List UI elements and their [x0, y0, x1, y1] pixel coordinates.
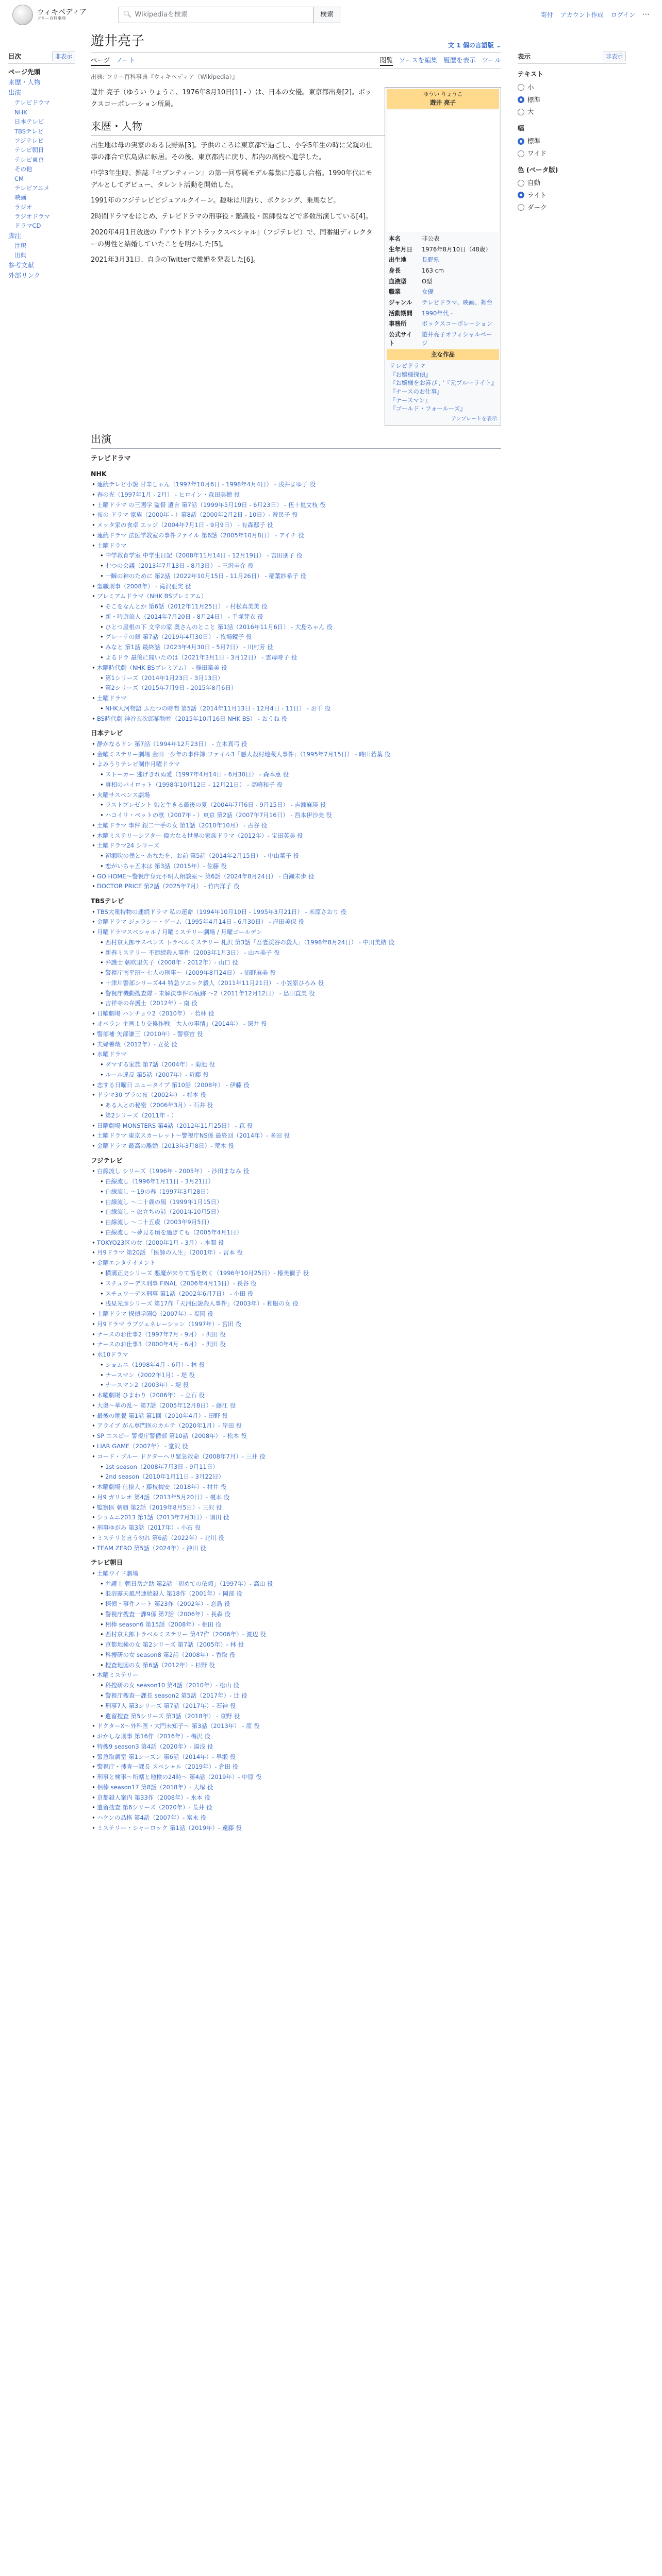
- work-item[interactable]: • 春の光（1997年1月 - 2月） - ヒロイン・森田美穂 役: [91, 490, 501, 500]
- logo-title: ウィキペディア: [37, 8, 87, 16]
- work-item[interactable]: • ミステリと言う勿れ 第6話（2022年）- 北川 役: [91, 1533, 501, 1544]
- infobox-value: 1976年8月10日（48歳）: [422, 245, 491, 253]
- infobox-value[interactable]: 女優: [422, 288, 434, 296]
- search-button[interactable]: 検索: [314, 7, 340, 23]
- globe-icon: [12, 5, 33, 25]
- infobox-value: O型: [422, 277, 433, 285]
- toc-item[interactable]: ドラマCD: [14, 222, 41, 230]
- color-light-option[interactable]: ライト: [518, 189, 626, 201]
- infobox-key: 血液型: [389, 277, 407, 285]
- work-item[interactable]: • 警視庁・捜査一課長 スペシャル（2019年）- 倉田 役: [91, 1762, 501, 1772]
- toc-item[interactable]: 映画: [14, 194, 26, 201]
- work-item[interactable]: • メッタ家の食卓 エッジ（2004年7月1日 - 9月9日） - 有森邸子 役: [91, 520, 501, 531]
- radio-icon: [518, 180, 524, 187]
- work-item[interactable]: • SP エスピー 警視庁警備部 第10話（2008年） - 松本 役: [91, 1431, 501, 1442]
- channel-heading: フジテレビ: [91, 1156, 123, 1164]
- work-item[interactable]: • 土曜ドラマ の三國学 監督 遺言 第7話（1999年5月19日 - 6月23日） - 伍十嵐文枝 役: [91, 500, 501, 511]
- work-item[interactable]: • 静かなるドン 第7話（1994年12月23日） - 立木真弓 役: [91, 739, 501, 750]
- tab-tools[interactable]: ツール: [482, 56, 501, 64]
- infobox-work[interactable]: 『ナースマン』: [390, 396, 431, 404]
- toc-item[interactable]: 来歴・人物: [8, 78, 41, 87]
- work-item[interactable]: • 第2シリーズ（2011年 - ）: [91, 1111, 501, 1121]
- heading-tv-drama: テレビドラマ: [91, 455, 131, 463]
- work-item[interactable]: • 白線流し 〜夢見る頃を過ぎても（2005年4月1日）: [91, 1228, 501, 1238]
- work-item[interactable]: • 科捜研の女 season10 第4話（2010年）- 松山 役: [91, 1681, 501, 1691]
- work-item[interactable]: • 遺留捜査 第5シリーズ 第3話（2018年） - 京野 役: [91, 1711, 501, 1722]
- works-group[interactable]: • 木曜ミステリー: [91, 1670, 501, 1681]
- work-item[interactable]: • 十津川警部シリーズ44 特急ソニック殺人（2011年11月21日） - 小笠原ひろみ 役: [91, 978, 501, 989]
- work-item[interactable]: • 木曜劇場 仕掛人・藤枝梅安（2018年）- 村井 役: [91, 1482, 501, 1493]
- channel-heading: NHK: [91, 469, 107, 478]
- work-item[interactable]: • 刑事と検事〜所轄と地検の24時〜 第4話（2019年）- 中原 役: [91, 1772, 501, 1783]
- infobox-value[interactable]: テレビドラマ、映画、舞台: [422, 298, 493, 306]
- work-item[interactable]: • 刑事ゆがみ 第3話（2017年）- 小石 役: [91, 1523, 501, 1533]
- infobox-row: [387, 255, 499, 265]
- infobox-key: 活動期間: [389, 309, 412, 317]
- work-item[interactable]: • 恋する日曜日 ニュータイプ 第10話（2008年） - 伊藤 役: [91, 1080, 501, 1091]
- template-link[interactable]: テンプレートを表示: [451, 416, 497, 422]
- work-item[interactable]: • 月9ドラマ ラブジェネレーション（1997年）- 宮田 役: [91, 1319, 501, 1330]
- work-item[interactable]: • ドクターX〜外科医・大門未知子〜 第3話（2013年） - 原 役: [91, 1721, 501, 1732]
- bio-paragraph: 2020年4月1日放送の『アウトドアトラックスペシャル』（フジテレビ）で、同番組ディレクターの男性と結婚していたことを明かした[5]。: [91, 228, 373, 248]
- channel-heading: 日本テレビ: [91, 729, 123, 737]
- toc-item[interactable]: 出演: [8, 89, 22, 97]
- works-group[interactable]: • 土曜ドラマ24 シリーズ: [91, 841, 501, 851]
- infobox-row: [387, 244, 499, 255]
- work-item[interactable]: • そこをなんとか 第6話（2012年11月25日） - 村松真美美 役: [91, 602, 501, 612]
- work-item[interactable]: • 中学教育学室 中学生日記（2008年11月14日 - 12月19日） - 吉田朋子 役: [91, 551, 501, 561]
- infobox-table: [387, 233, 499, 348]
- work-item[interactable]: • 警視庁南平班〜七人の刑事〜（2009年8月24日） - 浦野麻美 役: [91, 968, 501, 978]
- work-item[interactable]: • 木曜劇場 ひまわり（2006年） - 立石 役: [91, 1391, 501, 1401]
- work-item[interactable]: • 白線流し 〜旅立ちの詩（2001年10月5日）: [91, 1207, 501, 1217]
- toc-item[interactable]: 出典: [14, 251, 26, 259]
- work-item[interactable]: • 白線流し 〜19の春（1997年3月28日）: [91, 1187, 501, 1197]
- works-group[interactable]: • 土曜ドラマ: [91, 541, 501, 551]
- infobox-row: [387, 308, 499, 319]
- toc-item[interactable]: テレビアニメ: [14, 184, 50, 192]
- work-item[interactable]: • みなと 第1話 最終話（2023年4月30日 - 5月7日） - 川村芳 役: [91, 642, 501, 653]
- infobox-value[interactable]: 長野県: [422, 256, 440, 264]
- work-item[interactable]: • 金曜ドラマ ジェラシー・ゲーム（1995年4月14日 - 6月30日） - 岸田美保 役: [91, 917, 501, 927]
- work-item[interactable]: • 弁護士 朝吹里矢子（2008年 - 2012年）- 山口 役: [91, 958, 501, 968]
- work-item[interactable]: • GO HOME〜警視庁身元不明人相談室〜 第6話（2024年8月24日） - 白瀬未歩 役: [91, 872, 501, 882]
- work-item[interactable]: • ドラマ30 ブラの夜（2002年） - 杉本 役: [91, 1090, 501, 1100]
- work-item[interactable]: • ある人との秘密（2006年3月）- 石井 役: [91, 1100, 501, 1111]
- text-standard-option[interactable]: 標準: [518, 94, 626, 106]
- work-item[interactable]: • 金曜ミステリー劇場 金田一少年の事件簿 ファイル3「悪人殺村地蔵人事件」（1995年7月15日） - 時田若葉 役: [91, 750, 501, 760]
- radio-icon: [518, 109, 524, 115]
- works-group[interactable]: • プレミアムドラマ（NHK BSプレミアム）: [91, 591, 501, 602]
- search-form: [119, 7, 340, 23]
- toc-item[interactable]: テレビ東京: [14, 156, 44, 163]
- infobox-value[interactable]: 遊井亮子オフィシャルページ: [422, 330, 492, 347]
- work-item[interactable]: • グレーテの館 第7話（2019年4月30日） - 牧場鏡子 役: [91, 632, 501, 642]
- site-header: [0, 0, 662, 30]
- work-item[interactable]: • 監察医 朝顔 第2話（2019年8月5日）- 三沢 役: [91, 1503, 501, 1513]
- toc-item[interactable]: 注釈: [14, 242, 26, 249]
- work-item[interactable]: • 相棒 season6 第15話（2008年）- 相田 役: [91, 1620, 501, 1630]
- channel-heading: TBSテレビ: [91, 897, 124, 905]
- work-item[interactable]: • TBS大衆特物の連続ドラマ 私の運命（1994年10月10日 - 1995年3月21日） - 米原さおり 役: [91, 907, 501, 918]
- lead-paragraph: 遊井 亮子（ゆうい りょうこ、1976年8月10日[1] - ）は、日本の女優。東京都出身[2]。ボックスコーポレーション所属。: [91, 88, 372, 108]
- infobox-key: 職業: [389, 288, 401, 296]
- work-item[interactable]: • TOKYO23区の女（2000年1月 - 3月）- 本間 役: [91, 1238, 501, 1248]
- work-item[interactable]: • 初瀬吹の僕と〜あなたを、お前 第5話（2014年2月15日） - 中山菜子 役: [91, 851, 501, 861]
- donate-link[interactable]: 寄付: [540, 11, 553, 19]
- text-size-label: テキスト: [518, 70, 543, 78]
- radio-selected-icon: [518, 192, 524, 198]
- radio-icon: [518, 84, 524, 91]
- bio-paragraph: 中学3年生時、雑誌『セブンティーン』の第一回専属モデル募集に応募し合格。1990年代にモデルとしてデビュー、タレント活動を開始した。: [91, 169, 372, 189]
- radio-icon: [518, 150, 524, 157]
- toc-item[interactable]: テレビドラマ: [14, 99, 50, 107]
- toc-item[interactable]: その他: [14, 165, 32, 173]
- bio-paragraph: 2時間ドラマをはじめ、テレビドラマの刑事役・鑑識役・医師役などで多数出演している[4]。: [91, 213, 372, 221]
- infobox-work[interactable]: 『お嬢様をお喜び', '『元ブルーライト』: [390, 379, 498, 387]
- work-item[interactable]: • 警部補 矢部謙三（2010年）- 警察官 役: [91, 1029, 501, 1040]
- work-item[interactable]: • 白線流し 〜二十歳の風（1999年1月15日）: [91, 1197, 501, 1208]
- more-options-icon[interactable]: ⋯: [642, 10, 650, 19]
- work-item[interactable]: • ナースマン2（2003年）- 堤 役: [91, 1380, 501, 1391]
- work-item[interactable]: • 土曜ドラマ 事件 銀二十手の女 第1話（2010年10月） - 古谷 役: [91, 821, 501, 831]
- work-item[interactable]: • 混浴露天風呂連続殺人 第18作（2001年）- 岡部 役: [91, 1589, 501, 1599]
- channel-heading: テレビ朝日: [91, 1558, 123, 1567]
- works-group[interactable]: • 金曜エンタテイメント: [91, 1258, 501, 1268]
- text-large-option[interactable]: 大: [518, 106, 626, 118]
- works-group[interactable]: • 土曜ドラマ: [91, 693, 501, 704]
- search-input[interactable]: [119, 7, 314, 23]
- work-item[interactable]: • 真相のパイロット（1998年10月12日 - 12月21日） - 高崎和子 役: [91, 780, 501, 790]
- works-list: [91, 1569, 501, 1834]
- work-item[interactable]: • ハコイリ・ペットの歌（2007年 - ）東京 第2話（2007年7月16日） - 西本伊沙美 役: [91, 810, 501, 821]
- width-standard-option[interactable]: 標準: [518, 135, 626, 147]
- toc-list: [8, 67, 75, 280]
- work-item[interactable]: • ハケンの品格 第4話（2007年）- 富永 役: [91, 1813, 501, 1823]
- works-list: [91, 480, 501, 724]
- works-group[interactable]: • 火曜サスペンス劇場: [91, 790, 501, 801]
- work-item[interactable]: • 浅見光彦シリーズ 第17作「天河伝説殺人事件」（2003年）- 和服の女 役: [91, 1299, 501, 1309]
- work-item[interactable]: • ストーカー 逃げきれぬ愛（1997年4月14日 - 6月30日） - 森本恵 役: [91, 770, 501, 780]
- work-item[interactable]: • 1st season（2008年7月3日 - 9月11日）: [91, 1462, 501, 1472]
- work-item[interactable]: • TEAM ZERO 第5話（2024年）- 沖田 役: [91, 1544, 501, 1554]
- infobox-row: [387, 329, 499, 348]
- work-item[interactable]: • ショムニ2013 第1話（2013年7月3日）- 須田 役: [91, 1513, 501, 1523]
- work-item[interactable]: • 警視庁機動捜査隊 - 未解決事件の痕跡 ～2（2011年12月12日） - 島田直美 役: [91, 989, 501, 999]
- infobox-key: 身長: [389, 266, 401, 274]
- work-item[interactable]: • NHK大河物語 ふたつの時間 第5話（2014年11月13日 - 12月4日 - 11日） - お千 役: [91, 704, 501, 714]
- infobox-value[interactable]: 1990年代 -: [422, 309, 453, 317]
- work-item[interactable]: • 特捜9 season3 第4話（2020年）- 湯浅 役: [91, 1742, 501, 1752]
- infobox-row: [387, 297, 499, 308]
- works-group[interactable]: • よみうりテレビ制作月曜ドラマ: [91, 759, 501, 770]
- page-tabs: [91, 55, 501, 69]
- infobox-row: [387, 265, 499, 276]
- search-icon: 🔍︎: [123, 10, 132, 19]
- heading-bio: 来歴・人物: [91, 118, 501, 136]
- user-links: [541, 9, 650, 21]
- language-button[interactable]: 文︎ 1 個の言語版 ⌄: [448, 42, 501, 49]
- work-item[interactable]: • 七つの会議（2013年7月13日 - 8月3日） - 三沢圭介 役: [91, 561, 501, 571]
- text-small-option[interactable]: 小: [518, 81, 626, 94]
- toc-item[interactable]: 参考文献: [8, 261, 35, 269]
- toc-item[interactable]: 日本テレビ: [14, 118, 44, 126]
- work-item[interactable]: • 第2シリーズ（2015年7月9日 - 2015年8月6日）: [91, 683, 501, 693]
- infobox-row: [387, 233, 499, 244]
- color-auto-option[interactable]: 自動: [518, 177, 626, 189]
- work-item[interactable]: • 連続テレビ小説 甘辛しゃん（1997年10月6日 - 1998年4月4日） - 浅井まゆ子 役: [91, 480, 501, 490]
- work-item[interactable]: • 京都殺人案内 第33作（2008年）- 水本 役: [91, 1793, 501, 1803]
- work-item[interactable]: • 捜査地図の女 第6話（2012年）- 杉野 役: [91, 1660, 501, 1671]
- works-group[interactable]: • 水10ドラマ: [91, 1350, 501, 1360]
- work-item[interactable]: • 月9 ガリレオ 第4話（2013年5月20日）- 榎本 役: [91, 1493, 501, 1503]
- works-group[interactable]: • 土曜ワイド劇場: [91, 1569, 501, 1579]
- work-item[interactable]: • ダマする家族 第7話（2004年）- 菊池 役: [91, 1060, 501, 1070]
- infobox-row: [387, 276, 499, 287]
- infobox-key: 公式サイト: [389, 330, 412, 347]
- infobox-value[interactable]: ボックスコーポレーション: [422, 320, 493, 328]
- work-item[interactable]: • 白線流し 〜二十五歳（2003年9月5日）: [91, 1217, 501, 1228]
- work-item[interactable]: • 遺留捜査 第6シリーズ（2020年）- 荒井 役: [91, 1803, 501, 1813]
- toc-hide-button[interactable]: 非表示: [52, 52, 75, 61]
- infobox-value: 非公表: [422, 234, 440, 242]
- toc-sidebar: [8, 52, 75, 281]
- infobox-key: 本名: [389, 234, 401, 242]
- toc-item[interactable]: テレビ朝日: [14, 146, 44, 154]
- infobox-key: 事務所: [389, 320, 407, 328]
- toc-item[interactable]: フジテレビ: [14, 137, 44, 144]
- work-item[interactable]: • ミステリー・シャーロック 第1話（2019年）- 遠藤 役: [91, 1823, 501, 1834]
- work-item[interactable]: • 土曜ドラマ 東京スカーレット〜警視庁NS係 最終回（2014年）- 多田 役: [91, 1131, 501, 1141]
- work-item[interactable]: • ショムニ（1998年4月 - 6月）- 林 役: [91, 1360, 501, 1370]
- toc-item[interactable]: 脚注: [8, 231, 22, 240]
- work-item[interactable]: • ルール違反 第5話（2007年）- 近藤 役: [91, 1070, 501, 1080]
- radio-icon: [518, 204, 524, 211]
- appearance-hide-button[interactable]: 非表示: [603, 52, 626, 61]
- logo-subtitle: フリー百科事典: [37, 16, 66, 21]
- work-item[interactable]: • 金曜ドラマ 最高の離婚（2013年3月8日）- 荒木 役: [91, 1141, 501, 1151]
- appearance-title: 表示: [518, 53, 531, 60]
- page-title: 遊井亮子: [91, 33, 145, 49]
- tab-page[interactable]: ページ: [91, 55, 110, 66]
- toc-item[interactable]: ページ先頭: [8, 68, 41, 76]
- bio-paragraph: 1991年のフジテレビビジュアルクイーン。趣味は川釣り、ボクシング、乗馬など。: [91, 197, 340, 205]
- work-item[interactable]: • 京都地検の女 第2シリーズ 第7話（2005年）- 林 役: [91, 1640, 501, 1650]
- work-item[interactable]: • 2nd season（2010年1月11日 - 3月22日）: [91, 1472, 501, 1482]
- toc-item[interactable]: NHK: [14, 108, 27, 116]
- toc-item[interactable]: 外部リンク: [8, 271, 41, 279]
- work-item[interactable]: • 探偵・事件ノート 第23作（2002年）- 恋島 役: [91, 1599, 501, 1609]
- work-item[interactable]: • 日曜劇場 ハンチョウ2（2010年） - 若林 役: [91, 1009, 501, 1019]
- work-item[interactable]: • スチュワーデス刑事 FINAL（2006年4月13日）- 長谷 役: [91, 1279, 501, 1289]
- color-label: 色 (ベータ版): [518, 165, 558, 174]
- work-item[interactable]: • 警視庁捜査一課長 season2 第5話（2017年）- 辻 役: [91, 1691, 501, 1701]
- work-item[interactable]: • オペラン 企画より交換作戦「大人の事情」（2014年） - 深井 役: [91, 1019, 501, 1029]
- color-dark-option[interactable]: ダーク: [518, 201, 626, 214]
- work-item[interactable]: • 聖職刑事（2008年） - 滝沢亜実 役: [91, 582, 501, 592]
- tab-read[interactable]: 閲覧: [380, 55, 393, 66]
- infobox-value: 163 cm: [422, 266, 444, 274]
- tab-history[interactable]: 履歴を表示: [443, 56, 476, 64]
- work-item[interactable]: • コード・ブルー ドクターヘリ緊急救命（2008年7月）- 三井 役: [91, 1452, 501, 1462]
- infobox-row: [387, 286, 499, 297]
- bio-paragraph: 2021年3月31日、自身のTwitterで離婚を発表した[6]。: [91, 256, 260, 264]
- infobox-key: 生年月日: [389, 245, 412, 253]
- work-item[interactable]: • アライブ がん専門医のカルテ（2020年1月）- 岸田 役: [91, 1421, 501, 1431]
- work-item[interactable]: • 新春ミステリー 不連続殺人事件（2003年1月3日） - 山本美子 役: [91, 948, 501, 958]
- create-account-link[interactable]: アカウント作成: [560, 11, 604, 19]
- work-item[interactable]: • おかしな刑事 第16作（2016年）- 梅沢 役: [91, 1732, 501, 1742]
- work-item[interactable]: • LIAR GAME（2007年） - 堂沢 役: [91, 1442, 501, 1452]
- article-source-note: 出典: フリー百科事典『ウィキペディア（Wikipedia）』: [91, 73, 238, 81]
- infobox-work[interactable]: 『ナースのお仕事』: [390, 387, 443, 395]
- work-item[interactable]: • 科捜研の女 season8 第2話（2008年）- 香取 役: [91, 1650, 501, 1660]
- work-item[interactable]: • 一瞬の神のために 第2話（2022年10月15日 - 11月26日） - 稲葉紗希子 役: [91, 571, 501, 582]
- work-item[interactable]: • スチュワーデス刑事 第1話（2002年6月7日） - 小田 役: [91, 1289, 501, 1299]
- infobox-image-placeholder: [387, 110, 499, 232]
- toc-item[interactable]: ラジオドラマ: [14, 213, 50, 221]
- works-list: [91, 1166, 501, 1553]
- toc-item[interactable]: TBSテレビ: [14, 127, 44, 135]
- infobox-work[interactable]: 『ゴールド・フォールーズ』: [390, 405, 466, 413]
- radio-selected-icon: [518, 138, 524, 145]
- infobox-row: [387, 318, 499, 329]
- works-list: [91, 907, 501, 1151]
- infobox-works: [387, 360, 499, 415]
- work-item[interactable]: • ナースマン（2002年1月）- 堤 役: [91, 1370, 501, 1381]
- tab-talk[interactable]: ノート: [116, 56, 136, 64]
- work-item[interactable]: • よるドラ 最後に聞いたのは（2021年3月1日 - 3月12日） - 雲母時子 役: [91, 653, 501, 663]
- work-item[interactable]: • 連続ドラマ 法医学教室の事件ファイル 第6話（2005年10月8日） - アイチ 役: [91, 531, 501, 541]
- infobox-works-title: 主な作品: [387, 349, 499, 360]
- work-item[interactable]: • 白線流し シリーズ（1996年 - 2005年） - 沙田まなみ 役: [91, 1166, 501, 1177]
- infobox-kana: ゆうい りょうこ: [423, 91, 463, 97]
- work-item[interactable]: • DOCTOR PRICE 第2話（2025年7月） - 竹内洋子 役: [91, 882, 501, 892]
- work-item[interactable]: • 最後の晩餐 第1話 第1回（2010年4月）- 田野 役: [91, 1411, 501, 1421]
- work-item[interactable]: • 相棒 season17 第8話（2018年）- 大塚 役: [91, 1783, 501, 1793]
- heading-appearances: 出演: [91, 431, 501, 449]
- work-item[interactable]: • 横溝正史シリーズ 悪魔が来りて笛を吹く（1996年10月25日）- 椿美禰子 役: [91, 1268, 501, 1279]
- radio-selected-icon: [518, 96, 524, 103]
- work-item[interactable]: • 白線流し（1996年1月11日 - 3月21日）: [91, 1177, 501, 1187]
- work-item[interactable]: • 新・吟遊旅人（2014年7月20日 - 8月24日） - 手塚芽衣 役: [91, 612, 501, 622]
- work-item[interactable]: • 西村京太郎サスペンス トラベルミステリー 札沢 第3話「吾妻渓谷の殺人」（1998年8月24日） - 中川美結 役: [91, 938, 501, 948]
- infobox-key: 出生地: [389, 256, 407, 264]
- work-item[interactable]: • ナースのお仕事2（1997年7月 - 9月） - 沢田 役: [91, 1330, 501, 1340]
- work-item[interactable]: • 弁護士 朝日岳之助 第2話「初めての依頼」（1997年）- 高山 役: [91, 1579, 501, 1589]
- work-item[interactable]: • 警視庁捜査一課9係 第7話（2006年）- 長森 役: [91, 1609, 501, 1620]
- toc-item[interactable]: ラジオ: [14, 203, 32, 211]
- infobox-work[interactable]: テレビドラマ: [390, 362, 425, 369]
- work-item[interactable]: • 第1シリーズ（2014年1月23日 - 3月13日）: [91, 673, 501, 684]
- work-item[interactable]: • 大奥〜華の乱〜 第7話（2005年12月8日）- 藤江 役: [91, 1401, 501, 1411]
- work-item[interactable]: • 西村京太郎トラベルミステリー 第47作（2006年）- 渡辺 役: [91, 1630, 501, 1640]
- login-link[interactable]: ログイン: [610, 11, 635, 19]
- work-item[interactable]: • BS時代劇 神谷玄次郎捕物控（2015年10月16日 NHK BS） - おうね 役: [91, 714, 501, 724]
- work-item[interactable]: • 吉祥寺の弁護士（2012年）- 南 役: [91, 998, 501, 1009]
- toc-item[interactable]: CM: [14, 175, 24, 182]
- works-group[interactable]: • 水曜ドラマ: [91, 1049, 501, 1060]
- infobox-key: ジャンル: [389, 298, 412, 306]
- width-label: 幅: [518, 124, 524, 132]
- works-sections: [91, 469, 501, 1834]
- infobox: [385, 87, 501, 426]
- wikipedia-logo[interactable]: [12, 5, 110, 25]
- width-wide-option[interactable]: ワイド: [518, 147, 626, 160]
- work-item[interactable]: • 恋がいちゃ五木は 第3話（2015年）- 佐藤 役: [91, 861, 501, 872]
- tab-edit-source[interactable]: ソースを編集: [399, 56, 438, 64]
- work-item[interactable]: • 土曜ドラマ 探偵学園Q（2007年）- 福岡 役: [91, 1309, 501, 1319]
- works-group[interactable]: • 月曜ドラマスペシャル / 月曜ミステリー劇場 / 月曜ゴールデン: [91, 927, 501, 938]
- work-item[interactable]: • 木曜ミステリーシアター 偉大なる世界の家族ドラマ（2012年）- 宝田英美 役: [91, 831, 501, 841]
- toc-title: 目次: [8, 53, 22, 60]
- work-item[interactable]: • 木曜時代劇（NHK BSプレミアム） - 稲田楽美 役: [91, 663, 501, 673]
- work-item[interactable]: • 夜の ドラマ 家族（2000年 - ）第8話（2000年2月2日 - 10日）- 遊民子 役: [91, 510, 501, 520]
- search-placeholder: Wikipediaを検索: [135, 10, 188, 19]
- infobox-work[interactable]: 『お嬢様探偵』: [390, 370, 432, 378]
- bio-paragraph: 出生地は母の実家のある長野県[3]。子供のころは東京都で過ごし、小学5年生の時に父親の仕事の都合で広島県に転居。その後、東京都内に戻り、都内の高校へ進学した。: [91, 142, 373, 162]
- work-item[interactable]: • ナースのお仕事3（2000年4月 - 6月） - 沢田 役: [91, 1340, 501, 1350]
- work-item[interactable]: • 日曜劇場 MONSTERS 第4話（2012年11月25日） - 森 役: [91, 1121, 501, 1131]
- work-item[interactable]: • ラストプレゼント 娘と生きる最後の夏（2004年7月6日 - 9月15日） - 吉瀬麻瑛 役: [91, 800, 501, 810]
- work-item[interactable]: • ひとつ屋根の下 文学の家 奥さんのとこと 第1話（2016年11月6日） - 大島ちゃん 役: [91, 622, 501, 633]
- works-list: [91, 739, 501, 892]
- work-item[interactable]: • 夫婦善哉（2012年）- 立花 役: [91, 1040, 501, 1050]
- main-content: [91, 33, 501, 1834]
- work-item[interactable]: • 月9ドラマ 第20話 「医師の人生」（2001年）- 宮本 役: [91, 1248, 501, 1258]
- work-item[interactable]: • 刑事7人 第3シリーズ 第7話（2017年）- 石神 役: [91, 1701, 501, 1711]
- work-item[interactable]: • 緊急取調室 第1シーズン 第6話（2014年）- 早瀬 役: [91, 1752, 501, 1762]
- appearance-panel: [518, 52, 626, 214]
- infobox-name: 遊井 亮子: [429, 99, 456, 107]
